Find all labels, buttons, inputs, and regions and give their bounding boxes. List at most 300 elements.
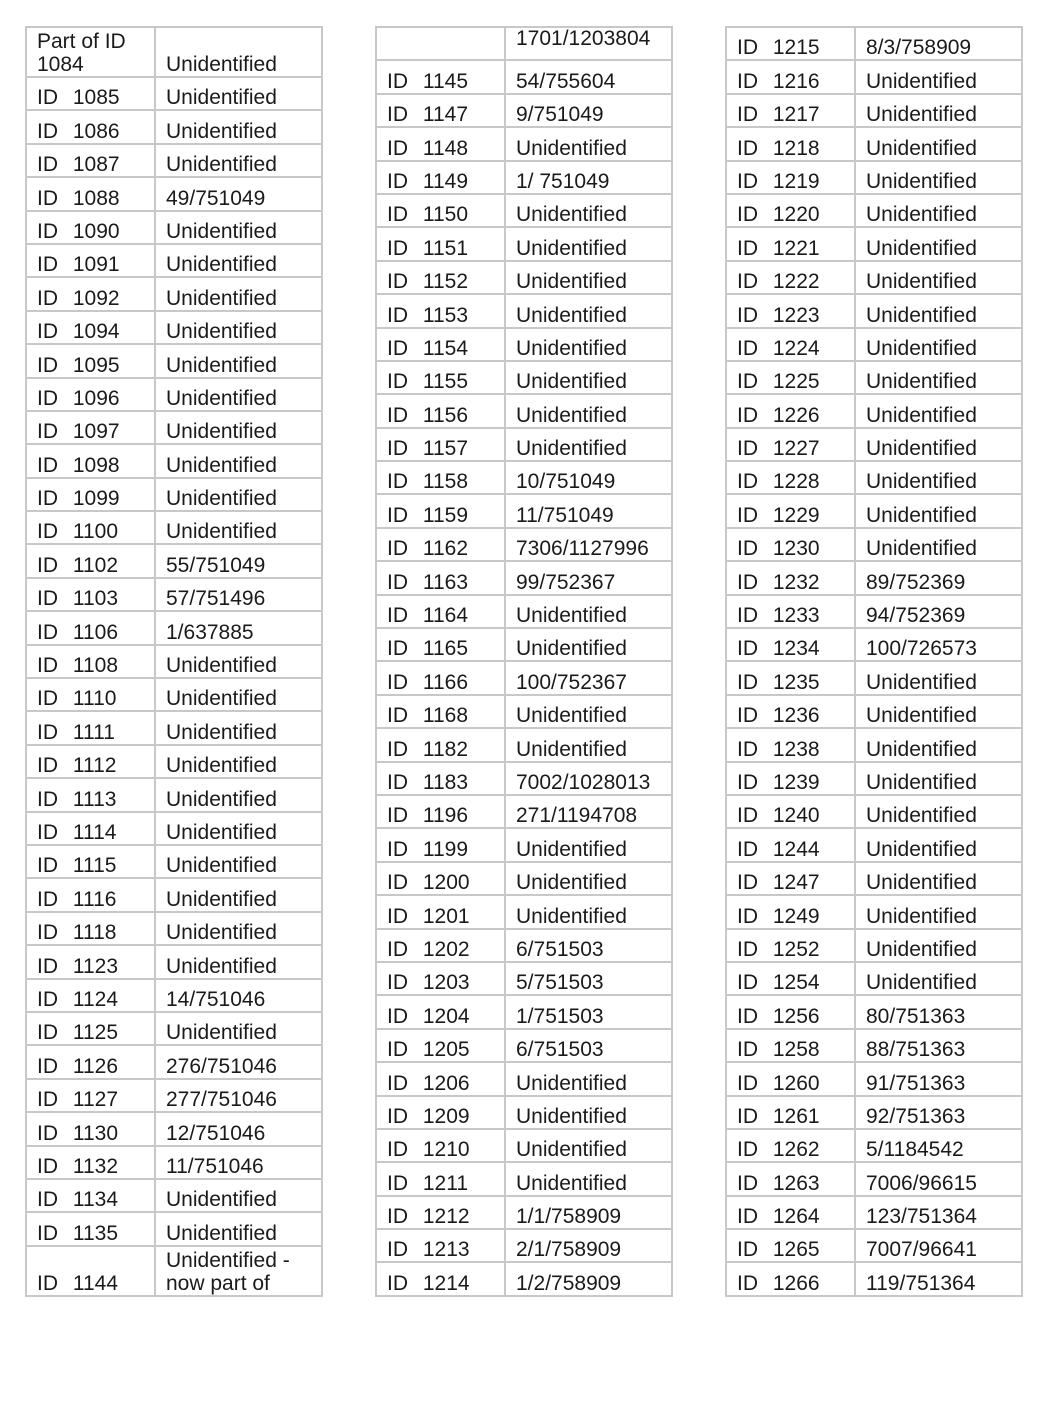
- reference-cell: 49/751049: [155, 177, 322, 210]
- table-row: [726, 1229, 1022, 1262]
- id-cell: ID 1094: [26, 311, 155, 344]
- table-row: [26, 1012, 322, 1045]
- reference-cell: 91/751363: [855, 1062, 1022, 1095]
- reference-cell: Unidentified: [855, 962, 1022, 995]
- reference-cell: 1/ 751049: [505, 161, 672, 194]
- table-row: [726, 1129, 1022, 1162]
- id-cell: ID 1112: [26, 745, 155, 778]
- table-row: [26, 845, 322, 878]
- table-row: [26, 812, 322, 845]
- table-row: [726, 1162, 1022, 1195]
- id-cell: ID 1132: [26, 1146, 155, 1179]
- id-cell: ID 1162: [376, 528, 505, 561]
- reference-cell: Unidentified: [155, 244, 322, 277]
- table-row: [26, 478, 322, 511]
- id-cell: ID 1214: [376, 1262, 505, 1295]
- table-row: [26, 611, 322, 644]
- reference-cell: Unidentified: [505, 895, 672, 928]
- reference-cell: 11/751049: [505, 494, 672, 527]
- table-row: [376, 929, 672, 962]
- id-cell: ID 1258: [726, 1029, 855, 1062]
- id-cell: ID 1091: [26, 244, 155, 277]
- id-cell: ID 1249: [726, 895, 855, 928]
- reference-cell: Unidentified: [855, 728, 1022, 761]
- table-row: [376, 862, 672, 895]
- table-row: [376, 595, 672, 628]
- table-row: [376, 1162, 672, 1195]
- table-row: [26, 511, 322, 544]
- id-cell: ID 1230: [726, 528, 855, 561]
- id-cell: ID 1144: [26, 1246, 155, 1296]
- id-cell: ID 1183: [376, 762, 505, 795]
- id-cell: ID 1115: [26, 845, 155, 878]
- reference-cell: 1701/1203804: [505, 27, 672, 60]
- reference-cell: Unidentified: [155, 378, 322, 411]
- reference-cell: Unidentified: [505, 595, 672, 628]
- reference-cell: 1/751503: [505, 995, 672, 1028]
- id-cell: ID 1102: [26, 544, 155, 577]
- id-cell: ID 1118: [26, 912, 155, 945]
- reference-cell: Unidentified: [155, 277, 322, 310]
- table-row: [726, 695, 1022, 728]
- id-cell: ID 1155: [376, 361, 505, 394]
- table-row: [26, 711, 322, 744]
- id-cell: ID 1212: [376, 1196, 505, 1229]
- reference-cell: 8/3/758909: [855, 27, 1022, 60]
- reference-cell: Unidentified: [855, 428, 1022, 461]
- id-cell: ID 1205: [376, 1029, 505, 1062]
- table-row: [726, 929, 1022, 962]
- table-row: [726, 728, 1022, 761]
- table-row: [726, 995, 1022, 1028]
- reference-cell: Unidentified: [505, 728, 672, 761]
- reference-cell: Unidentified: [505, 394, 672, 427]
- table-row: [26, 1246, 322, 1296]
- table-row: [726, 494, 1022, 527]
- id-cell: ID 1151: [376, 227, 505, 260]
- reference-cell: Unidentified: [855, 494, 1022, 527]
- id-cell: ID 1150: [376, 194, 505, 227]
- id-cell: ID 1126: [26, 1045, 155, 1078]
- reference-cell: Unidentified: [855, 828, 1022, 861]
- id-cell: ID 1232: [726, 561, 855, 594]
- id-cell: ID 1159: [376, 494, 505, 527]
- id-cell: ID 1226: [726, 394, 855, 427]
- table-row: [376, 194, 672, 227]
- table-row: [726, 895, 1022, 928]
- id-cell: ID 1092: [26, 277, 155, 310]
- table-row: [376, 27, 672, 60]
- reference-cell: 6/751503: [505, 1029, 672, 1062]
- table-row: [726, 194, 1022, 227]
- id-cell: ID 1199: [376, 828, 505, 861]
- table-row: [726, 428, 1022, 461]
- reference-cell: 6/751503: [505, 929, 672, 962]
- reference-cell: 12/751046: [155, 1112, 322, 1145]
- reference-cell: 5/751503: [505, 962, 672, 995]
- reference-cell: Unidentified: [855, 862, 1022, 895]
- table-row: [376, 127, 672, 160]
- table-row: [26, 544, 322, 577]
- table-row: [26, 344, 322, 377]
- id-cell: ID 1224: [726, 328, 855, 361]
- table-row: [726, 328, 1022, 361]
- table-row: [376, 1129, 672, 1162]
- reference-cell: 7006/96615: [855, 1162, 1022, 1195]
- table-row: [26, 745, 322, 778]
- id-cell: ID 1228: [726, 461, 855, 494]
- table-row: [726, 127, 1022, 160]
- id-cell: ID 1240: [726, 795, 855, 828]
- reference-cell: Unidentified: [155, 912, 322, 945]
- reference-cell: Unidentified: [855, 661, 1022, 694]
- id-cell: ID 1095: [26, 344, 155, 377]
- reference-cell: Unidentified: [505, 294, 672, 327]
- reference-cell: 277/751046: [155, 1079, 322, 1112]
- reference-cell: 5/1184542: [855, 1129, 1022, 1162]
- reference-cell: Unidentified: [155, 1179, 322, 1212]
- table-row: [26, 778, 322, 811]
- reference-cell: 2/1/758909: [505, 1229, 672, 1262]
- reference-cell: Unidentified: [505, 1096, 672, 1129]
- reference-cell: 54/755604: [505, 60, 672, 93]
- id-cell: ID 1182: [376, 728, 505, 761]
- reference-cell: Unidentified: [855, 929, 1022, 962]
- reference-cell: Unidentified: [855, 361, 1022, 394]
- id-cell: ID 1204: [376, 995, 505, 1028]
- id-cell: ID 1164: [376, 595, 505, 628]
- id-cell: ID 1156: [376, 394, 505, 427]
- reference-cell: 119/751364: [855, 1262, 1022, 1295]
- reference-cell: Unidentified: [155, 1212, 322, 1245]
- id-cell: ID 1216: [726, 60, 855, 93]
- id-cell: ID 1127: [26, 1079, 155, 1112]
- id-cell: ID 1215: [726, 27, 855, 60]
- reference-cell: Unidentified: [505, 1162, 672, 1195]
- id-cell: ID 1221: [726, 227, 855, 260]
- reference-cell: 1/2/758909: [505, 1262, 672, 1295]
- id-cell: ID 1168: [376, 695, 505, 728]
- reference-cell: Unidentified: [155, 678, 322, 711]
- table-row: [26, 444, 322, 477]
- id-cell: ID 1135: [26, 1212, 155, 1245]
- table-row: [726, 227, 1022, 260]
- table-row: [726, 27, 1022, 60]
- id-cell: ID 1234: [726, 628, 855, 661]
- reference-cell: Unidentified: [155, 878, 322, 911]
- table-row: [376, 94, 672, 127]
- id-cell: ID 1147: [376, 94, 505, 127]
- table-row: [726, 361, 1022, 394]
- reference-cell: Unidentified: [505, 862, 672, 895]
- id-cell: ID 1085: [26, 77, 155, 110]
- id-cell: ID 1225: [726, 361, 855, 394]
- reference-cell: 100/726573: [855, 628, 1022, 661]
- reference-cell: 80/751363: [855, 995, 1022, 1028]
- reference-cell: Unidentified: [505, 628, 672, 661]
- id-cell: Part of ID 1084: [26, 27, 155, 77]
- table-row: [376, 628, 672, 661]
- reference-cell: Unidentified: [855, 461, 1022, 494]
- id-cell: ID 1238: [726, 728, 855, 761]
- reference-cell: 10/751049: [505, 461, 672, 494]
- table-row: [376, 494, 672, 527]
- table-row: [26, 1146, 322, 1179]
- id-cell: ID 1239: [726, 762, 855, 795]
- id-cell: [376, 27, 505, 60]
- reference-cell: Unidentified: [155, 411, 322, 444]
- reference-cell: Unidentified: [155, 745, 322, 778]
- id-cell: ID 1265: [726, 1229, 855, 1262]
- id-cell: ID 1227: [726, 428, 855, 461]
- table-row: [376, 294, 672, 327]
- id-cell: ID 1165: [376, 628, 505, 661]
- reference-cell: Unidentified: [855, 127, 1022, 160]
- reference-cell: 57/751496: [155, 578, 322, 611]
- table-row: [376, 1096, 672, 1129]
- reference-cell: Unidentified: [855, 528, 1022, 561]
- table-row: [726, 261, 1022, 294]
- table-row: [726, 595, 1022, 628]
- id-cell: ID 1263: [726, 1162, 855, 1195]
- reference-cell: Unidentified: [855, 394, 1022, 427]
- id-cell: ID 1114: [26, 812, 155, 845]
- id-cell: ID 1098: [26, 444, 155, 477]
- reference-cell: Unidentified: [505, 328, 672, 361]
- table-row: [26, 311, 322, 344]
- id-cell: ID 1100: [26, 511, 155, 544]
- id-cell: ID 1262: [726, 1129, 855, 1162]
- table-row: [376, 1029, 672, 1062]
- reference-cell: Unidentified: [855, 795, 1022, 828]
- table-row: [726, 1262, 1022, 1295]
- reference-cell: Unidentified: [505, 428, 672, 461]
- table-row: [26, 1045, 322, 1078]
- reference-cell: Unidentified: [155, 77, 322, 110]
- reference-cell: Unidentified: [505, 1129, 672, 1162]
- table-row: [26, 578, 322, 611]
- reference-cell: 7007/96641: [855, 1229, 1022, 1262]
- id-cell: ID 1163: [376, 561, 505, 594]
- id-cell: ID 1113: [26, 778, 155, 811]
- reference-cell: 99/752367: [505, 561, 672, 594]
- id-table-right: [725, 26, 1023, 1297]
- table-row: [26, 1079, 322, 1112]
- id-cell: ID 1145: [376, 60, 505, 93]
- reference-cell: 7002/1028013: [505, 762, 672, 795]
- id-cell: ID 1106: [26, 611, 155, 644]
- id-cell: ID 1096: [26, 378, 155, 411]
- reference-cell: Unidentified: [855, 294, 1022, 327]
- id-cell: ID 1088: [26, 177, 155, 210]
- reference-cell: 88/751363: [855, 1029, 1022, 1062]
- id-cell: ID 1266: [726, 1262, 855, 1295]
- table-row: [376, 60, 672, 93]
- reference-cell: Unidentified: [505, 127, 672, 160]
- table-row: [376, 261, 672, 294]
- table-row: [726, 561, 1022, 594]
- id-cell: ID 1256: [726, 995, 855, 1028]
- id-cell: ID 1261: [726, 1096, 855, 1129]
- reference-cell: Unidentified: [155, 711, 322, 744]
- reference-cell: Unidentified: [505, 227, 672, 260]
- id-cell: ID 1220: [726, 194, 855, 227]
- id-cell: ID 1213: [376, 1229, 505, 1262]
- id-cell: ID 1158: [376, 461, 505, 494]
- reference-cell: Unidentified: [155, 645, 322, 678]
- table-row: [26, 878, 322, 911]
- table-row: [726, 628, 1022, 661]
- table-row: [726, 394, 1022, 427]
- reference-cell: Unidentified: [155, 344, 322, 377]
- id-cell: ID 1222: [726, 261, 855, 294]
- id-cell: ID 1152: [376, 261, 505, 294]
- reference-cell: Unidentified: [855, 94, 1022, 127]
- reference-cell: 276/751046: [155, 1045, 322, 1078]
- table-row: [376, 795, 672, 828]
- reference-cell: Unidentified: [155, 311, 322, 344]
- table-row: [376, 661, 672, 694]
- table-row: [376, 528, 672, 561]
- table-row: [26, 144, 322, 177]
- id-cell: ID 1264: [726, 1196, 855, 1229]
- reference-cell: 89/752369: [855, 561, 1022, 594]
- id-cell: ID 1116: [26, 878, 155, 911]
- table-row: [26, 110, 322, 143]
- id-cell: ID 1166: [376, 661, 505, 694]
- id-cell: ID 1254: [726, 962, 855, 995]
- table-row: [726, 1096, 1022, 1129]
- table-row: [376, 1062, 672, 1095]
- id-cell: ID 1211: [376, 1162, 505, 1195]
- id-cell: ID 1217: [726, 94, 855, 127]
- id-cell: ID 1134: [26, 1179, 155, 1212]
- table-row: [376, 461, 672, 494]
- id-cell: ID 1110: [26, 678, 155, 711]
- table-row: [26, 912, 322, 945]
- reference-cell: 14/751046: [155, 979, 322, 1012]
- table-row: [26, 77, 322, 110]
- reference-cell: Unidentified: [155, 211, 322, 244]
- id-cell: ID 1202: [376, 929, 505, 962]
- id-cell: ID 1149: [376, 161, 505, 194]
- reference-cell: Unidentified: [505, 695, 672, 728]
- table-row: [376, 1262, 672, 1295]
- reference-cell: Unidentified: [505, 361, 672, 394]
- reference-cell: Unidentified: [855, 328, 1022, 361]
- table-row: [376, 328, 672, 361]
- id-cell: ID 1236: [726, 695, 855, 728]
- reference-cell: 7306/1127996: [505, 528, 672, 561]
- reference-cell: 55/751049: [155, 544, 322, 577]
- id-cell: ID 1154: [376, 328, 505, 361]
- reference-cell: Unidentified: [155, 478, 322, 511]
- reference-cell: Unidentified: [155, 110, 322, 143]
- table-row: [376, 695, 672, 728]
- id-cell: ID 1223: [726, 294, 855, 327]
- reference-cell: 123/751364: [855, 1196, 1022, 1229]
- reference-cell: 94/752369: [855, 595, 1022, 628]
- id-cell: ID 1086: [26, 110, 155, 143]
- id-cell: ID 1196: [376, 795, 505, 828]
- id-cell: ID 1157: [376, 428, 505, 461]
- table-row: [376, 428, 672, 461]
- table-row: [26, 177, 322, 210]
- reference-cell: 92/751363: [855, 1096, 1022, 1129]
- table-row: [726, 161, 1022, 194]
- table-row: [376, 895, 672, 928]
- id-cell: ID 1103: [26, 578, 155, 611]
- reference-cell: Unidentified: [855, 695, 1022, 728]
- table-row: [376, 1229, 672, 1262]
- table-row: [26, 27, 322, 77]
- id-cell: ID 1203: [376, 962, 505, 995]
- reference-cell: Unidentified: [155, 945, 322, 978]
- id-cell: ID 1252: [726, 929, 855, 962]
- table-row: [26, 211, 322, 244]
- table-row: [726, 795, 1022, 828]
- reference-cell: Unidentified: [855, 60, 1022, 93]
- id-table-middle: [375, 26, 673, 1297]
- table-row: [726, 294, 1022, 327]
- id-table-left: [25, 26, 323, 1297]
- table-row: [726, 60, 1022, 93]
- table-row: [26, 277, 322, 310]
- reference-cell: Unidentified: [155, 845, 322, 878]
- reference-cell: Unidentified: [155, 812, 322, 845]
- table-row: [376, 561, 672, 594]
- id-cell: ID 1148: [376, 127, 505, 160]
- reference-cell: Unidentified: [155, 511, 322, 544]
- reference-cell: 100/752367: [505, 661, 672, 694]
- id-cell: ID 1244: [726, 828, 855, 861]
- id-cell: ID 1210: [376, 1129, 505, 1162]
- table-row: [376, 361, 672, 394]
- table-row: [726, 528, 1022, 561]
- reference-cell: 271/1194708: [505, 795, 672, 828]
- table-row: [726, 1196, 1022, 1229]
- id-cell: ID 1206: [376, 1062, 505, 1095]
- table-row: [376, 828, 672, 861]
- id-cell: ID 1099: [26, 478, 155, 511]
- reference-cell: 11/751046: [155, 1146, 322, 1179]
- table-row: [726, 862, 1022, 895]
- table-row: [726, 94, 1022, 127]
- table-row: [26, 411, 322, 444]
- table-row: [26, 244, 322, 277]
- reference-cell: Unidentified - now part of: [155, 1246, 322, 1296]
- table-row: [376, 728, 672, 761]
- id-cell: ID 1201: [376, 895, 505, 928]
- table-row: [376, 762, 672, 795]
- id-cell: ID 1097: [26, 411, 155, 444]
- reference-cell: Unidentified: [855, 261, 1022, 294]
- table-row: [726, 1062, 1022, 1095]
- table-row: [26, 1179, 322, 1212]
- table-row: [376, 962, 672, 995]
- table-row: [376, 227, 672, 260]
- table-row: [26, 1112, 322, 1145]
- id-cell: ID 1235: [726, 661, 855, 694]
- reference-cell: 1/637885: [155, 611, 322, 644]
- reference-cell: Unidentified: [505, 1062, 672, 1095]
- table-row: [726, 461, 1022, 494]
- reference-cell: Unidentified: [855, 161, 1022, 194]
- id-cell: ID 1219: [726, 161, 855, 194]
- table-row: [726, 962, 1022, 995]
- id-cell: ID 1124: [26, 979, 155, 1012]
- reference-cell: Unidentified: [155, 1012, 322, 1045]
